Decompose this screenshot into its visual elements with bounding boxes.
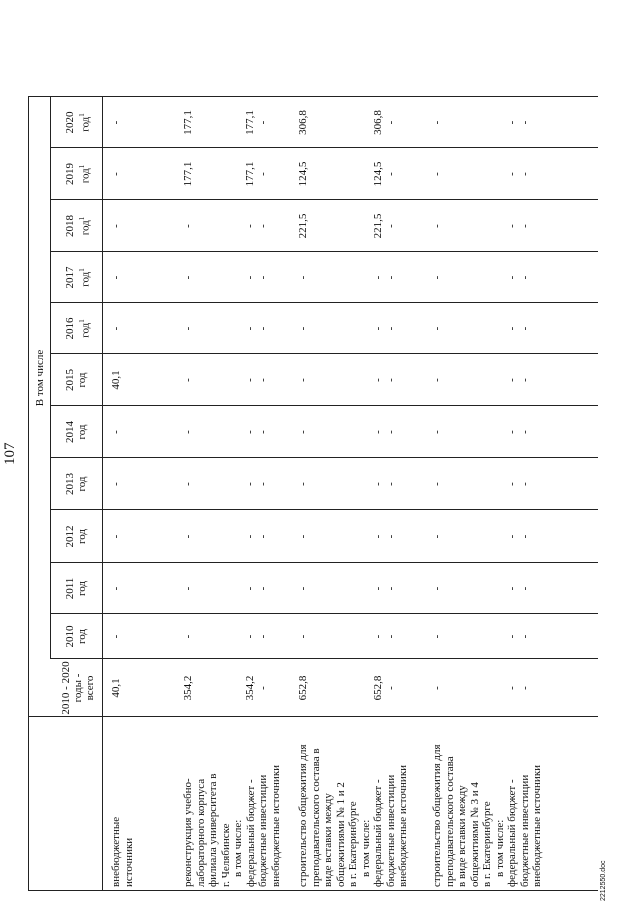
table-cell: -	[244, 586, 256, 591]
table-cell: -	[519, 686, 531, 690]
table-cell: 177,1	[244, 161, 256, 187]
row-label-line: в том числе:	[359, 819, 372, 877]
table-cell: 221,5	[297, 213, 309, 239]
table-cell: -	[431, 378, 443, 382]
table-cell: -	[110, 326, 122, 331]
total-header-line: годы - всего	[72, 673, 96, 703]
table-cell: -	[110, 430, 122, 434]
table-cell: -	[244, 534, 256, 539]
year-label: 2016	[64, 317, 76, 340]
table-cell: -	[431, 634, 443, 639]
table-cell: -	[431, 686, 443, 690]
year-unit: год	[79, 116, 92, 132]
year-unit: год	[76, 528, 88, 545]
year-unit: год	[76, 580, 88, 597]
table-cell: -	[110, 634, 122, 639]
row-label-line: г. Челябинске	[219, 823, 232, 887]
table-cell: -	[372, 430, 384, 434]
table-cell: -	[297, 275, 309, 280]
table-cell: -	[519, 224, 531, 228]
table-cell: -	[519, 430, 531, 434]
table-cell: -	[519, 586, 531, 591]
year-header-2016	[64, 303, 92, 354]
table-cell: -	[297, 430, 309, 434]
year-header-2014	[64, 406, 88, 458]
year-header-2020	[64, 97, 92, 148]
table-cell: -	[372, 586, 384, 591]
table-cell: -	[257, 224, 269, 228]
table-cell: -	[385, 482, 397, 486]
table-cell: -	[257, 534, 269, 539]
table-cell: 40,1	[110, 370, 122, 390]
table-cell: 306,8	[372, 110, 384, 135]
total-column-header	[60, 660, 96, 716]
table-cell: -	[182, 224, 194, 228]
table-cell: -	[385, 172, 397, 176]
row-label-line: бюджетные инвестиции	[518, 774, 531, 887]
table-cell: -	[385, 120, 397, 125]
table-cell: -	[431, 224, 443, 228]
year-unit: год	[79, 322, 92, 338]
table-cell: -	[372, 634, 384, 639]
table-cell: -	[431, 430, 443, 434]
year-header-2012	[64, 510, 88, 563]
table-cell: 354,2	[182, 675, 194, 701]
year-label: 2013	[64, 473, 76, 495]
footnote-marker: 1	[78, 164, 86, 169]
table-cell: 124,5	[372, 161, 384, 187]
table-cell: 177,1	[244, 110, 256, 135]
table-cell: -	[431, 482, 443, 486]
row-label-line: реконструкция учебно-	[182, 778, 194, 887]
row-label-line: общежитиями № 1 и 2	[334, 782, 347, 887]
table-cell: -	[257, 686, 269, 690]
row-label-line: в том числе:	[232, 819, 244, 877]
table-cell: -	[372, 275, 384, 280]
table-cell: -	[506, 586, 518, 591]
table-cell: 177,1	[182, 110, 194, 135]
table-cell: -	[519, 120, 531, 125]
year-unit: год	[76, 424, 88, 440]
table-cell: -	[110, 120, 122, 125]
table-cell: -	[244, 378, 256, 382]
table-cell: -	[257, 378, 269, 382]
table-cell: 652,8	[372, 675, 384, 701]
table-cell: -	[431, 275, 443, 280]
footnote-marker: 1	[78, 113, 86, 117]
table-cell: -	[257, 172, 269, 176]
table-cell: -	[257, 634, 269, 639]
row-label-line: в виде вставки между	[456, 785, 468, 887]
row-label-line: бюджетные инвестиции	[384, 774, 397, 887]
table-cell: -	[519, 172, 531, 176]
year-label: 2018	[64, 215, 76, 237]
table-cell: -	[297, 482, 309, 486]
table-cell: -	[110, 534, 122, 539]
table-cell: -	[372, 326, 384, 331]
row-label-line: строительство общежития для	[297, 744, 309, 887]
table-cell: -	[431, 172, 443, 176]
table-cell: -	[244, 430, 256, 434]
footnote-marker: 1	[78, 216, 86, 221]
row-rule	[102, 97, 103, 891]
table-cell: -	[182, 586, 194, 591]
table-cell: -	[506, 686, 518, 690]
table-cell: -	[244, 634, 256, 639]
table-cell: -	[297, 586, 309, 591]
table-cell: 652,8	[297, 675, 309, 701]
table-cell: -	[182, 275, 194, 280]
table-cell: 177,1	[182, 161, 194, 187]
row-label-line: внебюджетные источники	[531, 764, 543, 887]
year-header-2010	[64, 614, 88, 659]
row-label-line: строительство общежития для	[431, 744, 443, 887]
table-cell: -	[244, 224, 256, 228]
table-cell: -	[297, 634, 309, 639]
table-cell: -	[297, 534, 309, 539]
table-cell: -	[257, 120, 269, 125]
year-label: 2011	[64, 577, 76, 600]
table-cell: -	[297, 326, 309, 331]
table-cell: -	[519, 378, 531, 382]
year-header-2013	[64, 458, 88, 510]
table-cell: -	[244, 275, 256, 280]
row-label-line: преподавательского состава	[443, 756, 456, 887]
row-label-line: федеральный бюджет -	[506, 779, 518, 887]
row-rule	[50, 97, 51, 659]
year-label: 2019	[64, 163, 76, 185]
row-label-line: общежитиями № 3 и 4	[468, 782, 481, 887]
table-cell: -	[182, 430, 194, 434]
table-cell: -	[506, 430, 518, 434]
table-cell: -	[110, 172, 122, 176]
year-unit: год	[79, 220, 92, 236]
table-cell: -	[385, 275, 397, 280]
row-label-block	[297, 719, 410, 887]
row-label-line: в г. Екатеринбурге	[347, 801, 359, 887]
row-label-line: в том числе:	[493, 819, 506, 877]
table-cell: -	[110, 224, 122, 228]
table-cell: -	[182, 534, 194, 539]
table-cell: -	[244, 326, 256, 331]
table-cell: -	[182, 482, 194, 486]
table-cell: -	[506, 120, 518, 125]
row-label-line: филиала университета в	[207, 773, 219, 887]
table-cell: 40,1	[110, 678, 122, 698]
table-cell: -	[110, 275, 122, 280]
footnote-marker: 1	[78, 319, 86, 323]
table-cell: -	[506, 634, 518, 639]
year-header-2011	[64, 563, 88, 614]
table-cell: -	[372, 534, 384, 539]
footer-code: 2212550.doc	[600, 860, 607, 901]
table-cell: 221,5	[372, 213, 384, 239]
row-label-line: внебюджетные источники	[269, 764, 282, 887]
column-rule	[28, 890, 598, 891]
row-label-line: лабораторного корпуса	[194, 778, 207, 887]
year-header-2018	[64, 200, 92, 252]
row-label-line: источники	[122, 837, 135, 887]
year-label: 2010	[64, 625, 76, 648]
table-cell: -	[385, 430, 397, 434]
table-cell: -	[257, 326, 269, 331]
year-label: 2014	[64, 421, 76, 443]
year-unit: год	[79, 271, 92, 287]
table-cell: -	[506, 482, 518, 486]
table-cell: -	[431, 120, 443, 125]
row-label-block	[431, 719, 544, 887]
table-cell: -	[506, 326, 518, 331]
table-cell: -	[257, 482, 269, 486]
table-cell: -	[385, 378, 397, 382]
page-number: 107	[2, 442, 18, 465]
table-cell: -	[431, 326, 443, 331]
table-cell: -	[182, 634, 194, 639]
year-label: 2012	[64, 525, 76, 548]
year-unit: год	[76, 372, 88, 388]
total-header-line: 2010 - 2020	[60, 661, 72, 715]
table-cell: -	[110, 586, 122, 591]
table-cell: -	[110, 482, 122, 486]
table-cell: -	[257, 275, 269, 280]
table-cell: -	[385, 686, 397, 690]
row-label-line: бюджетные инвестиции	[257, 774, 269, 887]
table-cell: -	[372, 482, 384, 486]
row-label-block	[182, 719, 282, 887]
table-cell: -	[257, 586, 269, 591]
table-cell: -	[385, 586, 397, 591]
table-cell: -	[244, 482, 256, 486]
row-label-line: федеральный бюджет -	[244, 779, 257, 887]
row-label-line: в г. Екатеринбурге	[481, 801, 493, 887]
table-cell: -	[182, 378, 194, 382]
table-cell: -	[297, 378, 309, 382]
table-cell: -	[431, 534, 443, 539]
in-that-number-header: В том числе	[34, 349, 46, 407]
year-header-2015	[64, 354, 88, 406]
table-cell: -	[506, 224, 518, 228]
row-label-block	[110, 719, 135, 887]
table-cell: 354,2	[244, 675, 256, 701]
table-cell: -	[506, 534, 518, 539]
row-label-line: федеральный бюджет -	[372, 779, 384, 887]
row-label-line: виде вставки между	[322, 793, 334, 887]
table-cell: -	[506, 172, 518, 176]
table-cell: -	[506, 378, 518, 382]
row-label-line: преподавательского состава в	[309, 748, 322, 887]
year-unit: год	[76, 476, 88, 492]
table-cell: 124,5	[297, 161, 309, 187]
year-label: 2020	[64, 111, 76, 134]
year-label: 2017	[64, 266, 76, 289]
table-cell: -	[519, 275, 531, 280]
table-cell: -	[506, 275, 518, 280]
table-cell: -	[257, 430, 269, 434]
table-cell: -	[519, 326, 531, 331]
row-label-line: внебюджетные	[110, 816, 122, 887]
table-cell: -	[385, 326, 397, 331]
table-cell: -	[431, 586, 443, 591]
table-cell: -	[182, 326, 194, 331]
year-label: 2015	[64, 369, 76, 391]
year-unit: год	[79, 168, 92, 184]
table-cell: -	[385, 534, 397, 539]
row-rule	[28, 97, 29, 891]
year-unit: год	[76, 628, 88, 645]
row-label-line: внебюджетные источники	[397, 764, 409, 887]
table-cell: -	[385, 634, 397, 639]
table-cell: -	[519, 534, 531, 539]
year-header-2017	[64, 252, 92, 303]
table-cell: -	[385, 224, 397, 228]
table-cell: -	[519, 482, 531, 486]
table-cell: -	[372, 378, 384, 382]
table-cell: 306,8	[297, 110, 309, 135]
year-header-2019	[64, 148, 92, 200]
footnote-marker: 1	[78, 268, 86, 272]
table-cell: -	[519, 634, 531, 639]
